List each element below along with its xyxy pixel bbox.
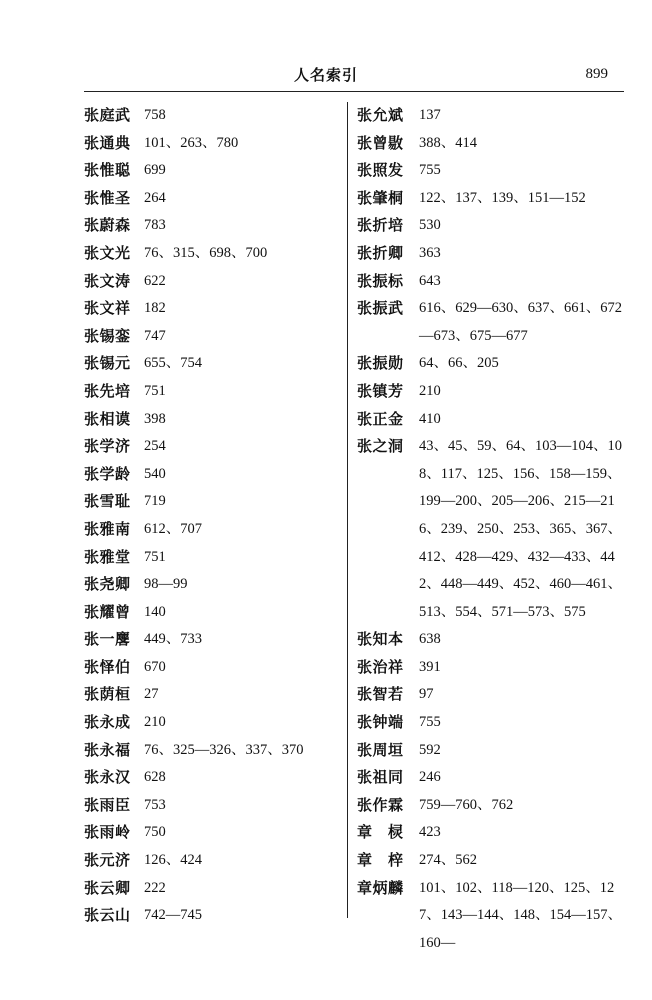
- entry-pages: 755: [419, 714, 441, 731]
- entry-name: 章 棂: [357, 823, 404, 842]
- entry-name: 张一麐: [84, 630, 131, 649]
- index-entry: [84, 102, 339, 130]
- entry-pages: 449、733: [144, 631, 202, 648]
- index-entry: [84, 654, 339, 682]
- entry-name: 张振标: [357, 271, 404, 290]
- entry-name: 张文涛: [84, 271, 131, 290]
- index-entry: [357, 102, 622, 130]
- entry-pages: 423: [419, 824, 441, 841]
- index-entry: [84, 406, 339, 434]
- index-entry: [84, 847, 339, 875]
- index-entry: [84, 323, 339, 351]
- index-entry: [357, 240, 622, 268]
- index-entry: [357, 157, 622, 185]
- entry-pages: 391: [419, 658, 441, 675]
- entry-pages: 592: [419, 741, 441, 758]
- entry-name: 张作霖: [357, 795, 404, 814]
- index-entry: [84, 488, 339, 516]
- index-entry: [84, 378, 339, 406]
- entry-name: 张知本: [357, 630, 404, 649]
- entry-pages: 27: [144, 686, 159, 703]
- entry-pages: 628: [144, 769, 166, 786]
- entry-name: 张荫桓: [84, 685, 131, 704]
- entry-pages: 719: [144, 493, 166, 510]
- entry-pages: 750: [144, 824, 166, 841]
- entry-pages: 222: [144, 879, 166, 896]
- index-entry: [84, 792, 339, 820]
- index-entry: [357, 819, 622, 847]
- index-entry: [357, 875, 622, 958]
- index-entry: [84, 130, 339, 158]
- entry-pages: 43、45、59、64、103—104、108、117、125、156、158—159、199—200、205—206、215—216、239、250、253、365、367、412、428—429、432—433、442、448—449、452、460—461、513、554、571—573、575: [419, 438, 622, 620]
- index-entry: [84, 295, 339, 323]
- entry-pages: 540: [144, 465, 166, 482]
- entry-name: 张学龄: [84, 464, 131, 483]
- entry-name: 章炳麟: [357, 878, 404, 897]
- entry-pages: 638: [419, 631, 441, 648]
- entry-name: 张惟聪: [84, 161, 131, 180]
- index-entry: [357, 268, 622, 296]
- entry-pages: 76、315、698、700: [144, 244, 268, 261]
- entry-name: 张曾敭: [357, 133, 404, 152]
- entry-pages: 210: [419, 382, 441, 399]
- entry-name: 张镇芳: [357, 381, 404, 400]
- index-entry: [357, 378, 622, 406]
- entry-pages: 783: [144, 217, 166, 234]
- entry-pages: 755: [419, 162, 441, 179]
- entry-pages: 753: [144, 796, 166, 813]
- entry-pages: 210: [144, 714, 166, 731]
- entry-name: 张之洞: [357, 437, 404, 456]
- column-divider: [347, 102, 348, 918]
- index-entry: [84, 185, 339, 213]
- entry-pages: 101、102、118—120、125、127、143—144、148、154—157、160—: [419, 879, 622, 951]
- index-entry: [84, 461, 339, 489]
- entry-pages: 530: [419, 217, 441, 234]
- entry-pages: 274、562: [419, 852, 477, 869]
- index-entry: [84, 626, 339, 654]
- entry-pages: 254: [144, 438, 166, 455]
- entry-name: 张元济: [84, 851, 131, 870]
- index-entry: [84, 737, 339, 765]
- index-entry: [84, 571, 339, 599]
- entry-name: 张雨岭: [84, 823, 131, 842]
- page-header-title: 人名索引: [293, 66, 358, 84]
- entry-pages: 670: [144, 658, 166, 675]
- index-entry: [357, 406, 622, 434]
- entry-pages: 655、754: [144, 355, 202, 372]
- index-entry: [84, 240, 339, 268]
- entry-pages: 751: [144, 382, 166, 399]
- entry-name: 张惟圣: [84, 188, 131, 207]
- index-entry: [84, 875, 339, 903]
- index-entry: [84, 902, 339, 930]
- entry-name: 张钟端: [357, 713, 404, 732]
- index-entry: [84, 157, 339, 185]
- entry-pages: 363: [419, 244, 441, 261]
- entry-pages: 751: [144, 548, 166, 565]
- entry-name: 张相谟: [84, 409, 131, 428]
- entry-pages: 398: [144, 410, 166, 427]
- index-entry: [357, 185, 622, 213]
- index-entry: [84, 516, 339, 544]
- entry-name: 张云卿: [84, 878, 131, 897]
- entry-name: 张文光: [84, 243, 131, 262]
- entry-name: 张通典: [84, 133, 131, 152]
- index-entry: [84, 764, 339, 792]
- index-entry: [84, 433, 339, 461]
- index-entry: [357, 681, 622, 709]
- index-entry: [357, 212, 622, 240]
- entry-pages: 64、66、205: [419, 355, 499, 372]
- index-entry: [357, 709, 622, 737]
- entry-pages: 137: [419, 107, 441, 123]
- index-entry: [357, 295, 622, 350]
- entry-name: 张照发: [357, 161, 404, 180]
- entry-name: 张耀曾: [84, 602, 131, 621]
- index-entry: [357, 626, 622, 654]
- entry-name: 张文祥: [84, 299, 131, 318]
- entry-name: 张锡元: [84, 354, 131, 373]
- entry-pages: 699: [144, 162, 166, 179]
- entry-name: 张学济: [84, 437, 131, 456]
- page-number: 899: [585, 66, 608, 82]
- entry-pages: 410: [419, 410, 441, 427]
- entry-name: 张周垣: [357, 740, 404, 759]
- entry-name: 张永成: [84, 713, 131, 732]
- index-entry: [84, 819, 339, 847]
- entry-pages: 182: [144, 300, 166, 317]
- entry-name: 章 梓: [357, 851, 404, 870]
- index-entry: [357, 847, 622, 875]
- entry-pages: 264: [144, 189, 166, 206]
- index-entry: [357, 792, 622, 820]
- entry-name: 张尧卿: [84, 575, 131, 594]
- index-entry: [84, 212, 339, 240]
- entry-name: 张振武: [357, 299, 404, 318]
- entry-name: 张雨臣: [84, 795, 131, 814]
- index-entry: [84, 599, 339, 627]
- entry-name: 张雅南: [84, 519, 131, 538]
- entry-name: 张智若: [357, 685, 404, 704]
- entry-name: 张雪耻: [84, 492, 131, 511]
- entry-pages: 622: [144, 272, 166, 289]
- index-entry: [84, 709, 339, 737]
- entry-name: 张永汉: [84, 768, 131, 787]
- index-entry: [84, 544, 339, 572]
- entry-name: 张庭武: [84, 106, 131, 124]
- entry-name: 张允斌: [357, 106, 404, 124]
- entry-name: 张治祥: [357, 657, 404, 676]
- entry-pages: 122、137、139、151—152: [419, 189, 586, 206]
- index-entry: [84, 268, 339, 296]
- entry-pages: 742—745: [144, 907, 202, 924]
- entry-pages: 126、424: [144, 852, 202, 869]
- index-entry: [357, 433, 622, 626]
- index-entry: [357, 130, 622, 158]
- index-entry: [84, 681, 339, 709]
- entry-name: 张正金: [357, 409, 404, 428]
- entry-name: 张肇桐: [357, 188, 404, 207]
- entry-name: 张永福: [84, 740, 131, 759]
- entry-name: 张雅堂: [84, 547, 131, 566]
- entry-pages: 759—760、762: [419, 796, 514, 813]
- entry-pages: 76、325—326、337、370: [144, 741, 304, 758]
- entry-pages: 388、414: [419, 134, 477, 151]
- entry-pages: 747: [144, 327, 166, 344]
- entry-name: 张折培: [357, 216, 404, 235]
- index-entry: [84, 350, 339, 378]
- entry-name: 张怿伯: [84, 657, 131, 676]
- index-entry: [357, 350, 622, 378]
- index-entry: [357, 737, 622, 765]
- entry-name: 张云山: [84, 906, 131, 925]
- entry-name: 张锡銮: [84, 326, 131, 345]
- entry-pages: 98—99: [144, 576, 188, 593]
- index-entry: [357, 654, 622, 682]
- entry-pages: 616、629—630、637、661、672—673、675—677: [419, 300, 622, 344]
- right-column: [357, 102, 622, 957]
- entry-name: 张蔚森: [84, 216, 131, 235]
- entry-pages: 612、707: [144, 520, 202, 537]
- entry-pages: 246: [419, 769, 441, 786]
- entry-pages: 140: [144, 603, 166, 620]
- entry-name: 张先培: [84, 381, 131, 400]
- header-rule: [84, 91, 624, 92]
- index-entry: [357, 764, 622, 792]
- left-column: [84, 102, 339, 930]
- entry-name: 张折卿: [357, 243, 404, 262]
- entry-pages: 97: [419, 686, 434, 703]
- entry-pages: 643: [419, 272, 441, 289]
- entry-pages: 101、263、780: [144, 134, 239, 151]
- entry-pages: 758: [144, 107, 166, 123]
- entry-name: 张振勋: [357, 354, 404, 373]
- entry-name: 张祖同: [357, 768, 404, 787]
